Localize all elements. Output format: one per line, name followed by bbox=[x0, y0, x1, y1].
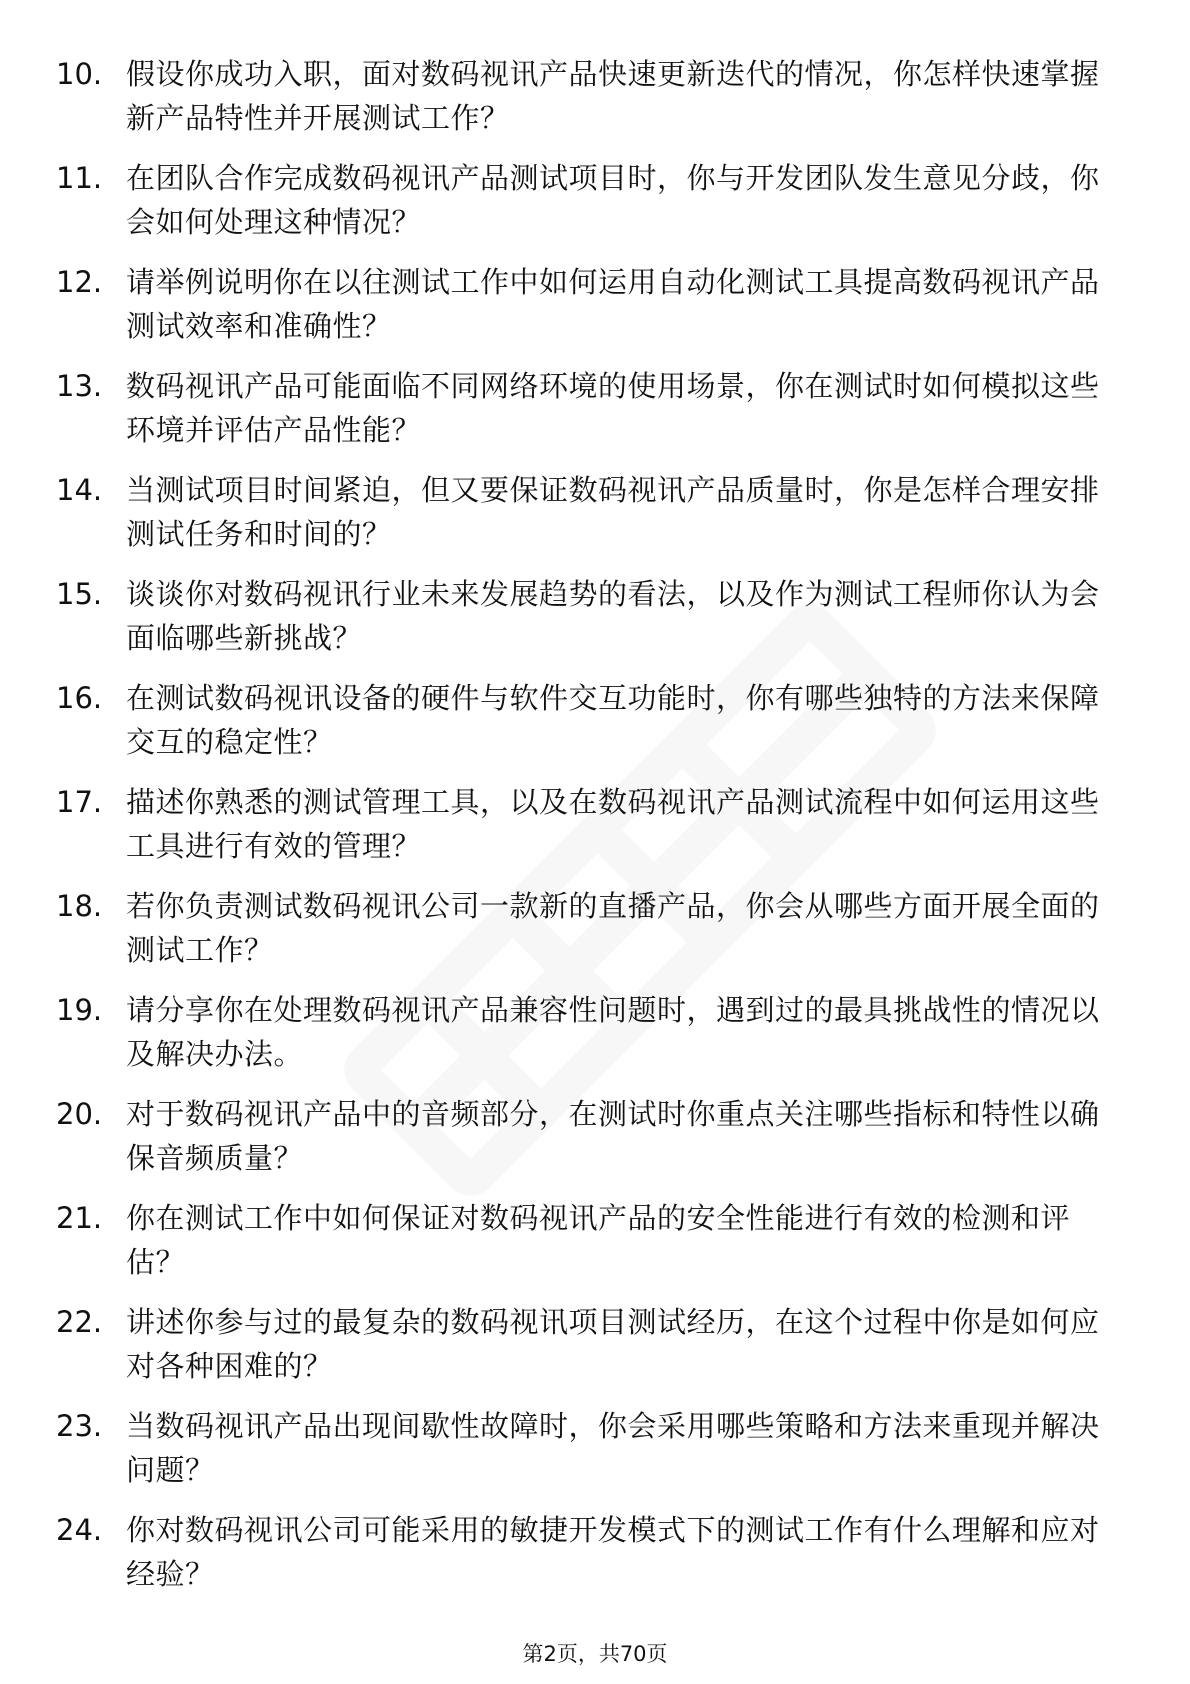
question-number: 17. bbox=[56, 785, 103, 819]
page-footer bbox=[0, 1640, 1190, 1668]
question-number: 19. bbox=[56, 993, 103, 1027]
question-number: 16. bbox=[56, 681, 103, 715]
question-item-17 bbox=[56, 776, 1126, 880]
question-item-23 bbox=[56, 1400, 1126, 1504]
question-number: 24. bbox=[56, 1513, 103, 1547]
question-item-14 bbox=[56, 464, 1126, 568]
question-number: 10. bbox=[56, 57, 103, 91]
question-number: 13. bbox=[56, 369, 103, 403]
question-item-15 bbox=[56, 568, 1126, 672]
question-item-19 bbox=[56, 984, 1126, 1088]
question-text: 谈谈你对数码视讯行业未来发展趋势的看法，以及作为测试工程师你认为会面临哪些新挑战？ bbox=[126, 577, 1100, 655]
question-text: 在测试数码视讯设备的硬件与软件交互功能时，你有哪些独特的方法来保障交互的稳定性？ bbox=[126, 681, 1100, 759]
question-text: 当数码视讯产品出现间歇性故障时，你会采用哪些策略和方法来重现并解决问题？ bbox=[126, 1409, 1100, 1487]
question-number: 14. bbox=[56, 473, 103, 507]
question-text: 在团队合作完成数码视讯产品测试项目时，你与开发团队发生意见分歧，你会如何处理这种情况？ bbox=[126, 161, 1100, 239]
question-text: 当测试项目时间紧迫，但又要保证数码视讯产品质量时，你是怎样合理安排测试任务和时间的？ bbox=[126, 473, 1100, 551]
question-item-10 bbox=[56, 48, 1126, 152]
question-item-24 bbox=[56, 1504, 1126, 1608]
question-number: 22. bbox=[56, 1305, 103, 1339]
question-text: 对于数码视讯产品中的音频部分，在测试时你重点关注哪些指标和特性以确保音频质量？ bbox=[126, 1097, 1100, 1175]
question-text: 请分享你在处理数码视讯产品兼容性问题时，遇到过的最具挑战性的情况以及解决办法。 bbox=[126, 993, 1100, 1071]
question-text: 你对数码视讯公司可能采用的敏捷开发模式下的测试工作有什么理解和应对经验？ bbox=[126, 1513, 1100, 1591]
page-number-label: 第2页，共70页 bbox=[522, 1642, 668, 1666]
question-item-11 bbox=[56, 152, 1126, 256]
question-text: 描述你熟悉的测试管理工具，以及在数码视讯产品测试流程中如何运用这些工具进行有效的管理？ bbox=[126, 785, 1100, 863]
question-number: 23. bbox=[56, 1409, 103, 1443]
question-item-18 bbox=[56, 880, 1126, 984]
question-item-13 bbox=[56, 360, 1126, 464]
question-number: 11. bbox=[56, 161, 103, 195]
question-number: 15. bbox=[56, 577, 103, 611]
question-text: 你在测试工作中如何保证对数码视讯产品的安全性能进行有效的检测和评估？ bbox=[126, 1201, 1071, 1279]
question-item-12 bbox=[56, 256, 1126, 360]
question-number: 12. bbox=[56, 265, 103, 299]
question-number: 21. bbox=[56, 1201, 103, 1235]
question-number: 18. bbox=[56, 889, 103, 923]
question-text: 假设你成功入职，面对数码视讯产品快速更新迭代的情况，你怎样快速掌握新产品特性并开展测试工作？ bbox=[126, 57, 1100, 135]
question-item-21 bbox=[56, 1192, 1126, 1296]
question-text: 讲述你参与过的最复杂的数码视讯项目测试经历，在这个过程中你是如何应对各种困难的？ bbox=[126, 1305, 1100, 1383]
question-item-20 bbox=[56, 1088, 1126, 1192]
question-list bbox=[56, 48, 1126, 1608]
question-item-22 bbox=[56, 1296, 1126, 1400]
question-text: 若你负责测试数码视讯公司一款新的直播产品，你会从哪些方面开展全面的测试工作？ bbox=[126, 889, 1100, 967]
question-text: 数码视讯产品可能面临不同网络环境的使用场景，你在测试时如何模拟这些环境并评估产品性能？ bbox=[126, 369, 1100, 447]
question-text: 请举例说明你在以往测试工作中如何运用自动化测试工具提高数码视讯产品测试效率和准确性？ bbox=[126, 265, 1100, 343]
question-number: 20. bbox=[56, 1097, 103, 1131]
question-item-16 bbox=[56, 672, 1126, 776]
